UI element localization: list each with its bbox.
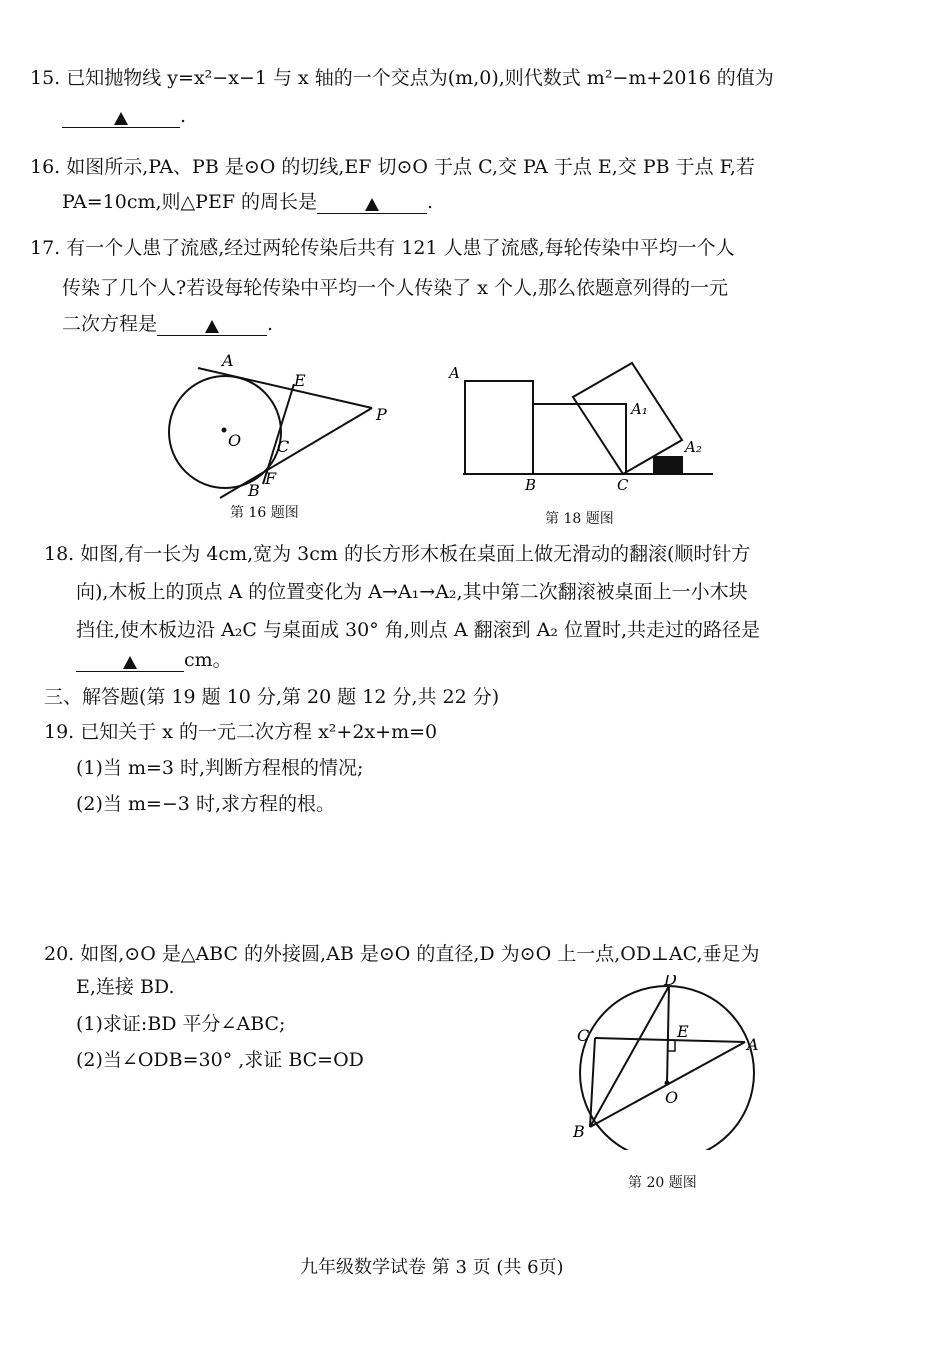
q17-line3-text: 二次方程是 — [62, 313, 158, 335]
label-c: C — [277, 437, 290, 456]
q15-line1: 15. 已知抛物线 y=x²−x−1 与 x 轴的一个交点为(m,0),则代数式 m²−m+2016 的值为 — [30, 67, 774, 89]
q18-unit: cm。 — [184, 649, 232, 671]
label-e: E — [677, 1022, 689, 1041]
q20-part2: (2)当∠ODB=30° ,求证 BC=OD — [76, 1049, 364, 1071]
q20-part1: (1)求证:BD 平分∠ABC; — [76, 1013, 286, 1035]
answer-marker-icon — [114, 112, 128, 125]
answer-marker-icon — [365, 198, 379, 211]
q18-line1: 18. 如图,有一长为 4cm,宽为 3cm 的长方形木板在桌面上做无滑动的翻滚(顺时针方 — [44, 543, 751, 565]
label-b: B — [525, 476, 537, 490]
figure-20-caption: 第 20 题图 — [628, 1175, 697, 1191]
q18-answer-blank[interactable] — [76, 651, 184, 672]
q17-period: . — [267, 313, 274, 335]
label-p: P — [376, 405, 387, 424]
label-c: C — [617, 476, 629, 490]
tangent-pb — [220, 408, 372, 498]
q19-stem: 19. 已知关于 x 的一元二次方程 x²+2x+m=0 — [44, 721, 438, 743]
figure-18-caption: 第 18 题图 — [545, 511, 614, 527]
q19-part1: (1)当 m=3 时,判断方程根的情况; — [76, 757, 364, 779]
label-o: O — [665, 1088, 679, 1107]
label-o: O — [228, 431, 242, 450]
small-block — [653, 456, 683, 474]
label-c: C — [577, 1026, 590, 1045]
answer-marker-icon — [123, 656, 137, 669]
label-a: A — [222, 351, 234, 370]
chord-ac — [595, 1038, 745, 1042]
chord-bc — [590, 1038, 595, 1127]
center-dot — [665, 1081, 670, 1086]
q18-line3: 挡住,使木板边沿 A₂C 与桌面成 30° 角,则点 A 翻滚到 A₂ 位置时,共走过的路径是 — [76, 619, 761, 641]
figure-20 — [565, 975, 775, 1150]
label-a: A — [747, 1035, 759, 1054]
board-position-2 — [533, 404, 626, 474]
q18-line2: 向),木板上的顶点 A 的位置变化为 A→A₁→A₂,其中第二次翻滚被桌面上一小木块 — [76, 581, 748, 603]
q16-line2 — [62, 190, 433, 214]
q16-line1: 16. 如图所示,PA、PB 是⊙O 的切线,EF 切⊙O 于点 C,交 PA 于点 E,交 PB 于点 F,若 — [30, 156, 755, 178]
label-f: F — [265, 469, 277, 488]
figure-16 — [160, 350, 400, 510]
tangent-pa — [198, 368, 372, 408]
label-a2: A₂ — [685, 438, 702, 456]
figure-18 — [445, 360, 720, 490]
q16-answer-blank[interactable] — [317, 193, 427, 214]
q20-line2: E,连接 BD. — [76, 976, 175, 998]
q18-answer-line — [76, 648, 232, 672]
label-a1: A₁ — [631, 400, 648, 418]
board-position-1 — [465, 381, 533, 474]
label-a: A — [449, 364, 460, 382]
q17-answer-blank[interactable] — [157, 315, 267, 336]
page-footer: 九年级数学试卷 第 3 页 (共 6页) — [300, 1257, 564, 1278]
q17-line1: 17. 有一个人患了流感,经过两轮传染后共有 121 人患了流感,每轮传染中平均一个人 — [30, 237, 735, 259]
q19-part2: (2)当 m=−3 时,求方程的根。 — [76, 793, 335, 815]
label-d: D — [664, 975, 677, 989]
segment-od — [667, 986, 669, 1083]
answer-marker-icon — [205, 320, 219, 333]
q15-period: . — [180, 105, 187, 127]
section-3-heading: 三、解答题(第 19 题 10 分,第 20 题 12 分,共 22 分) — [44, 686, 500, 708]
figure-16-caption: 第 16 题图 — [230, 505, 299, 521]
q17-line3 — [62, 312, 273, 336]
q17-line2: 传染了几个人?若设每轮传染中平均一个人传染了 x 个人,那么依题意列得的一元 — [62, 277, 729, 299]
label-e: E — [294, 371, 306, 390]
right-angle-mark — [668, 1040, 675, 1051]
label-b: B — [248, 481, 260, 500]
center-dot — [222, 428, 227, 433]
q20-line1: 20. 如图,⊙O 是△ABC 的外接圆,AB 是⊙O 的直径,D 为⊙O 上一点,OD⊥AC,垂足为 — [44, 943, 760, 965]
q16-period: . — [427, 191, 434, 213]
q15-answer-line — [62, 104, 186, 128]
label-b: B — [573, 1122, 585, 1141]
q15-answer-blank[interactable] — [62, 107, 180, 128]
q16-line2-text: PA=10cm,则△PEF 的周长是 — [62, 191, 318, 213]
